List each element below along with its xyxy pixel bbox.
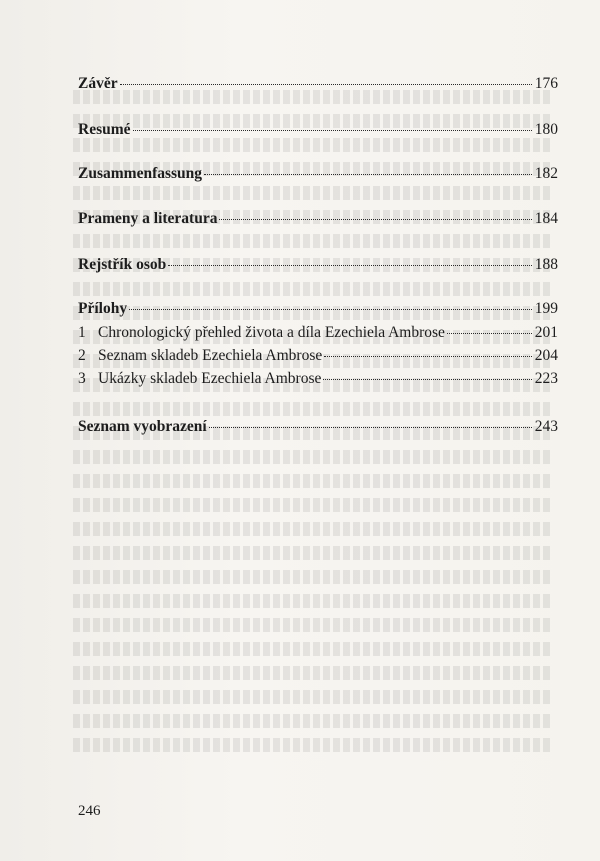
dot-leader — [129, 309, 532, 310]
toc-entry-page: 180 — [534, 121, 558, 138]
dot-leader — [324, 356, 532, 357]
toc-entry-page: 188 — [534, 256, 558, 273]
toc-entry-title: Přílohy — [78, 300, 128, 317]
dot-leader — [209, 427, 532, 428]
dot-leader — [204, 174, 532, 175]
dot-leader — [323, 379, 532, 380]
toc-entry-title: Rejstřík osob — [78, 256, 167, 273]
toc-appendix-1 — [78, 323, 558, 343]
page-number: 246 — [78, 803, 101, 819]
toc-entry-title: Seznam vyobrazení — [78, 418, 207, 435]
toc-entry-title: Zusammenfassung — [78, 165, 203, 182]
toc-appendix-3 — [78, 369, 558, 389]
dot-leader — [447, 333, 532, 334]
toc-entry-resume — [78, 120, 558, 140]
toc-entry-title: Resumé — [78, 121, 131, 138]
toc-entry-prameny — [78, 209, 558, 229]
appendix-number: 1 — [78, 324, 86, 341]
dot-leader — [219, 219, 532, 220]
dot-leader — [133, 130, 532, 131]
bleed-through-texture — [70, 90, 550, 790]
toc-entry-seznam-vyobrazeni — [78, 417, 558, 437]
appendix-number: 2 — [78, 347, 86, 364]
appendix-title: Seznam skladeb Ezechiela Ambrose — [98, 347, 323, 364]
appendix-title: Ukázky skladeb Ezechiela Ambrose — [98, 370, 322, 387]
toc-entry-prilohy — [78, 299, 558, 319]
toc-entry-title: Závěr — [78, 75, 118, 92]
toc-entry-title: Prameny a literatura — [78, 210, 218, 227]
toc-entry-zaver — [78, 74, 558, 94]
toc-entry-zusammenfassung — [78, 164, 558, 184]
toc-entry-page: 182 — [534, 165, 558, 182]
appendix-title: Chronologický přehled života a díla Ezechiela Ambrose — [98, 324, 445, 341]
appendix-page: 201 — [534, 324, 558, 341]
appendix-number: 3 — [78, 370, 86, 387]
toc-entry-page: 176 — [534, 75, 558, 92]
appendix-page: 204 — [534, 347, 558, 364]
dot-leader — [120, 84, 532, 85]
toc-entry-page: 184 — [534, 210, 558, 227]
toc-entry-page: 243 — [534, 418, 558, 435]
toc-entry-page: 199 — [534, 300, 558, 317]
toc-entry-rejstrik — [78, 255, 558, 275]
toc-appendix-2 — [78, 346, 558, 366]
dot-leader — [168, 265, 532, 266]
appendix-page: 223 — [534, 370, 558, 387]
